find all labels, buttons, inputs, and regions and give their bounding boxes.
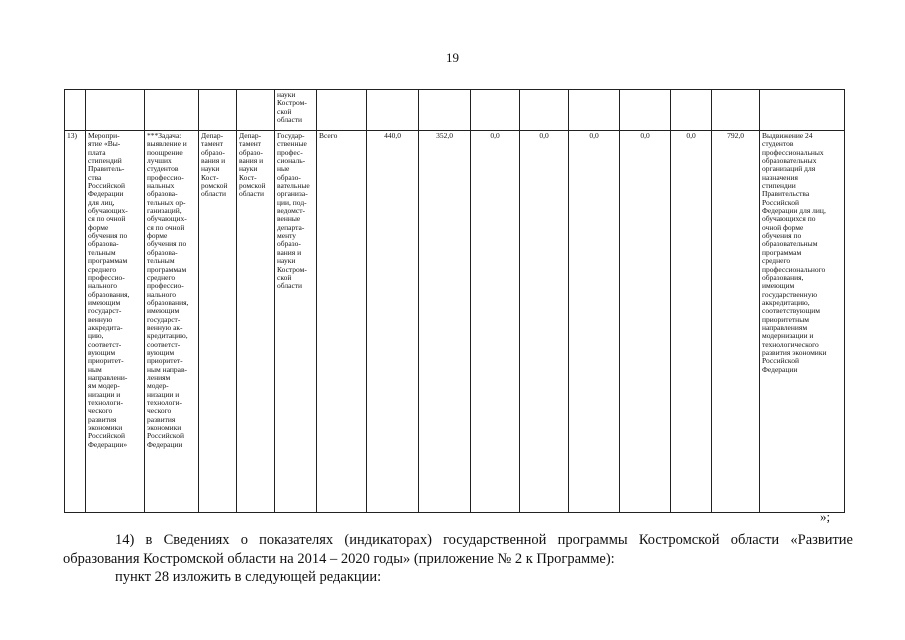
cell-top-k xyxy=(520,90,569,131)
page-number: 19 xyxy=(446,50,459,65)
top-executor-text: науки Костром- ской области xyxy=(277,90,307,125)
value-cell-6: 0,0 xyxy=(620,131,671,513)
value-cell-2: 352,0 xyxy=(419,131,471,513)
value-cell-4: 0,0 xyxy=(520,131,569,513)
measure-text: Меропри- ятие «Вы- плата стипендий Правитель- ства Российской Федерации для лиц, обучающих- ся по очной форме обучения по образова- тельным программам среднего профессио- нального образования, имеющим государст- венную аккредита- цию, соответст- вующим приоритет- ным направлени- ям модер- низации и технологи- ческого развития экономики Российской Федерации» xyxy=(88,131,130,449)
paragraph-item-28: пункт 28 изложить в следующей редакции: xyxy=(115,569,382,585)
table-row-13 xyxy=(65,131,845,513)
cell-top-a xyxy=(65,90,86,131)
cell-top-f xyxy=(275,90,317,131)
coexecutor-cell xyxy=(237,131,275,513)
value-cell-1: 440,0 xyxy=(367,131,419,513)
cell-top-j xyxy=(471,90,520,131)
result-text: Выдвижение 24 студентов профессиональных образовательных организаций для назначения стипендии Правительства Российской Федерации для лиц, обучающихся по очной форме обучения по образовательным программам среднего профессионального образования, имеющим государственную аккредитацию, соответствующим приоритетным направлениям модернизации и технологического развития экономики Российской Федерации xyxy=(762,131,827,374)
cell-top-m xyxy=(620,90,671,131)
coexecutor-text: Депар- тамент образо- вания и науки Кост- ромской области xyxy=(239,131,266,199)
task-text: ***Задача: выявление и поощрение лучших студентов профессио- нальных образова- тельных ор- ганизаций, обучающих- ся по очной форме обучения по образова- тельным программам среднего профессио- нального образования, имеющим государст- венную ак- кредитацию, соответст- вующим приоритет- ным направ- лениям модер- низации и технологи- ческого развития экономики Российской Федерации xyxy=(147,131,189,449)
closing-quote: »; xyxy=(820,509,831,524)
cell-top-i xyxy=(419,90,471,131)
cell-top-l xyxy=(569,90,620,131)
cell-top-b xyxy=(86,90,145,131)
table-row-top xyxy=(65,90,845,131)
measure-cell xyxy=(86,131,145,513)
funding-source-text: Всего xyxy=(319,131,338,140)
value-cell-3: 0,0 xyxy=(471,131,520,513)
cell-top-h xyxy=(367,90,419,131)
paragraph-amendment-14: 14) в Сведениях о показателях (индикаторах) государственной программы Костромской области «Развитие образования Костромской области на 2014 – 2020 годы» (приложение № 2 к Программе): xyxy=(63,532,853,567)
cell-top-g xyxy=(317,90,367,131)
result-cell xyxy=(760,131,845,513)
value-cell-5: 0,0 xyxy=(569,131,620,513)
cell-top-p xyxy=(760,90,845,131)
cell-top-o xyxy=(712,90,760,131)
value-cell-7: 0,0 xyxy=(671,131,712,513)
cell-top-d xyxy=(199,90,237,131)
cell-top-c xyxy=(145,90,199,131)
responsible-cell xyxy=(199,131,237,513)
funding-source-cell xyxy=(317,131,367,513)
responsible-text: Депар- тамент образо- вания и науки Кост- ромской области xyxy=(201,131,228,199)
participants-text: Государ- ственные профес- сиональ- ные образо- вательные организа- ции, под- ведомст- венные департа- менту образо- вания и науки Костром- ской области xyxy=(277,131,310,291)
participants-cell xyxy=(275,131,317,513)
cell-top-e xyxy=(237,90,275,131)
task-cell xyxy=(145,131,199,513)
cell-top-n xyxy=(671,90,712,131)
program-table xyxy=(64,89,845,513)
value-cell-total: 792,0 xyxy=(712,131,760,513)
row-number: 13) xyxy=(65,131,86,513)
